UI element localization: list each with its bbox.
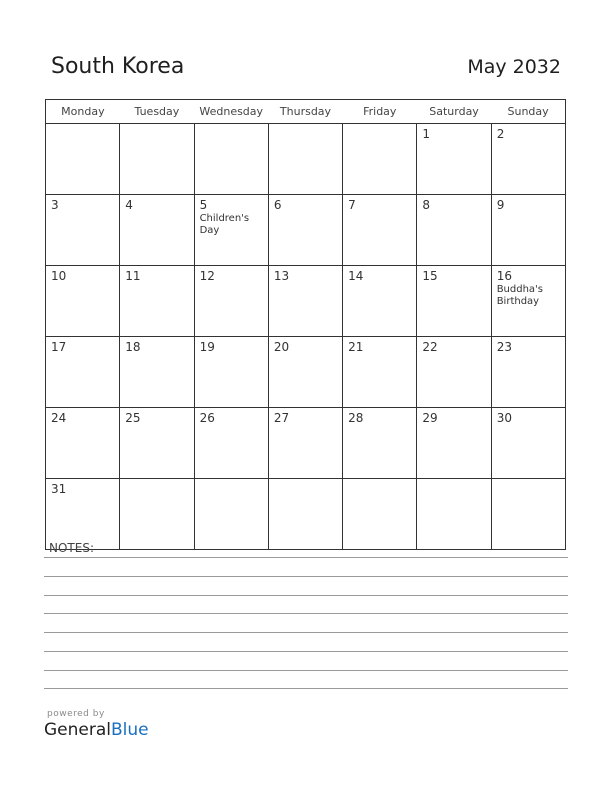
day-number: 14 [348, 269, 364, 283]
notes-line [44, 557, 568, 558]
calendar-day-cell [491, 124, 565, 195]
calendar-day-cell [343, 195, 417, 266]
brand-logo[interactable] [44, 720, 149, 740]
calendar-day-cell [46, 337, 120, 408]
calendar-day-cell [120, 124, 194, 195]
holiday-label: Children's Day [199, 213, 250, 236]
day-number: 6 [273, 198, 282, 212]
calendar-day-cell [194, 124, 268, 195]
day-number: 8 [422, 198, 431, 212]
calendar-day-cell [46, 479, 120, 550]
calendar-week-row [46, 479, 566, 550]
notes-line [44, 576, 568, 577]
calendar-day-cell [268, 408, 342, 479]
calendar-day-cell [417, 479, 491, 550]
calendar-day-cell [268, 195, 342, 266]
calendar-day-cell [343, 479, 417, 550]
brand-name-part2: Blue [111, 720, 149, 740]
calendar-day-cell [194, 266, 268, 337]
calendar-day-cell [194, 479, 268, 550]
powered-by-text: powered by [47, 709, 105, 719]
calendar-day-cell [194, 337, 268, 408]
calendar-day-cell [491, 408, 565, 479]
day-number: 19 [199, 340, 215, 354]
calendar-day-cell [491, 195, 565, 266]
calendar-day-cell [417, 408, 491, 479]
calendar-day-cell [417, 266, 491, 337]
calendar-day-cell [417, 195, 491, 266]
calendar-day-cell [120, 266, 194, 337]
calendar-week-row [46, 195, 566, 266]
calendar-day-cell [268, 124, 342, 195]
day-number: 7 [348, 198, 356, 212]
calendar-day-cell [268, 337, 342, 408]
calendar-day-cell [417, 124, 491, 195]
calendar-day-cell [120, 408, 194, 479]
calendar-day-cell [343, 266, 417, 337]
weekday-header: Friday [343, 100, 417, 124]
weekday-header: Wednesday [194, 100, 268, 124]
day-number: 2 [496, 127, 505, 141]
calendar-day-cell [491, 479, 565, 550]
day-number: 25 [125, 411, 141, 425]
calendar-month-title: May 2032 [467, 56, 561, 78]
day-number: 20 [273, 340, 290, 354]
weekday-header: Sunday [491, 100, 565, 124]
day-number: 29 [422, 411, 438, 425]
calendar-day-cell [268, 266, 342, 337]
weekday-header: Saturday [417, 100, 491, 124]
day-number: 30 [496, 411, 512, 425]
calendar-country-title: South Korea [51, 54, 185, 79]
notes-line [44, 632, 568, 633]
calendar-day-cell [120, 195, 194, 266]
calendar-day-cell [491, 266, 565, 337]
calendar-day-cell [46, 266, 120, 337]
day-number: 21 [348, 340, 364, 354]
calendar-day-cell [491, 337, 565, 408]
calendar-day-cell [120, 479, 194, 550]
day-number: 13 [273, 269, 290, 283]
day-number: 1 [422, 127, 431, 141]
day-number: 4 [125, 198, 133, 212]
weekday-header: Thursday [268, 100, 342, 124]
day-number: 15 [422, 269, 438, 283]
day-number: 23 [496, 340, 512, 354]
weekday-header-row [46, 100, 566, 124]
calendar-day-cell [194, 195, 268, 266]
day-number: 9 [496, 198, 505, 212]
notes-line [44, 670, 568, 671]
calendar-day-cell [120, 337, 194, 408]
day-number: 18 [125, 340, 141, 354]
calendar-day-cell [268, 479, 342, 550]
calendar-day-cell [46, 195, 120, 266]
calendar-day-cell [46, 124, 120, 195]
day-number: 28 [348, 411, 364, 425]
day-number: 3 [51, 198, 59, 212]
calendar-day-cell [343, 408, 417, 479]
day-number: 11 [125, 269, 141, 283]
day-number: 24 [51, 411, 67, 425]
notes-line [44, 688, 568, 689]
notes-line [44, 595, 568, 596]
day-number: 26 [199, 411, 215, 425]
calendar-day-cell [46, 408, 120, 479]
calendar-week-row [46, 408, 566, 479]
notes-label: NOTES: [49, 541, 94, 555]
calendar-grid [45, 99, 566, 550]
calendar-week-row [46, 124, 566, 195]
calendar-day-cell [343, 124, 417, 195]
day-number: 5 [199, 198, 208, 212]
notes-line [44, 613, 568, 614]
weekday-header: Tuesday [120, 100, 194, 124]
day-number: 10 [51, 269, 67, 283]
notes-line [44, 651, 568, 652]
day-number: 31 [51, 482, 67, 496]
holiday-label: Buddha's Birthday [496, 284, 544, 307]
day-number: 12 [199, 269, 215, 283]
calendar-week-row [46, 266, 566, 337]
day-number: 17 [51, 340, 67, 354]
day-number: 22 [422, 340, 438, 354]
day-number: 27 [273, 411, 290, 425]
day-number: 16 [496, 269, 512, 283]
calendar-day-cell [343, 337, 417, 408]
weekday-header: Monday [46, 100, 120, 124]
calendar-week-row [46, 337, 566, 408]
calendar-day-cell [194, 408, 268, 479]
calendar-day-cell [417, 337, 491, 408]
brand-name-part1: General [44, 720, 111, 740]
